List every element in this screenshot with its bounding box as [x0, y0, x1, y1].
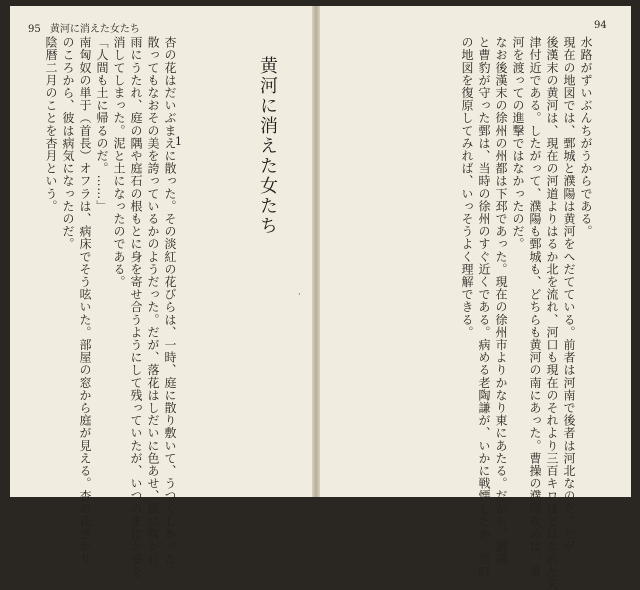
text-line: 雨にうたれ、庭の隅や庭石の根もとに身を寄せ合うようにして残っていたが、いつのまにか姿を	[129, 36, 143, 578]
text-line: 陰暦二月のことを杏月という。	[44, 36, 58, 213]
chapter-title: 黄河に消えた女たち	[257, 56, 278, 236]
text-line: なお後漢末の徐州の州都は下邳であった。現在の徐州市よりかなり東にあたる。だから、劉備	[494, 36, 508, 566]
right-page-number: 94	[594, 20, 607, 31]
section-number: 1	[175, 135, 182, 148]
text-line: 散ってもなおその美を誇っているかのようだった。だが、落花はしだいに色あせ、風に吹かれ、	[146, 36, 160, 578]
text-line: と曹豹が守った鄄は、当時の徐州のすぐ近くである。病める老陶謙が、いかに戦慄したか、当時	[477, 36, 491, 578]
ornament-mark: ·	[298, 290, 301, 300]
book-gutter	[312, 6, 320, 497]
text-line: 「人間も土に帰るのだ。……」	[95, 36, 109, 213]
text-line: 南匈奴の単于（首長）オフラは、病床でそう呟いた。部屋の窓から庭が見える。杏の花ざかり	[78, 36, 92, 566]
text-line: 水路がずいぶんちがうからである。	[579, 36, 593, 238]
text-line: 現在の地図では、鄄城と濮陽は黄河をへだてている。前者は河南で後者は河北なのだ。だが、	[562, 36, 576, 566]
text-line: 津付近である。したがって、濮陽も鄄城も、どちらも黄河の南にあった。曹操の濮陽攻めは、黄	[528, 36, 542, 578]
text-line: のころから、彼は病気になったのだ。	[61, 36, 75, 251]
text-line: 後漢末の黄河は、現在の河道よりはるか北を流れ、河口も現在のそれより三百キロほどはなれた天	[545, 36, 559, 590]
running-title: 黄河に消えた女たち	[49, 24, 140, 35]
left-page-header	[28, 20, 140, 35]
text-line: の地図を復原してみれば、いっそうよく理解できる。	[460, 36, 474, 339]
text-line: 河を渡っての進撃ではなかったのだ。	[511, 36, 525, 251]
text-line: 杏の花はだいぶまえに散った。その淡紅の花びらは、一時、庭に散り敷いて、うつくしかった。	[163, 36, 177, 578]
left-page-number: 95	[28, 24, 41, 35]
text-line: 消してしまった。泥と土になったのである。	[112, 36, 126, 288]
